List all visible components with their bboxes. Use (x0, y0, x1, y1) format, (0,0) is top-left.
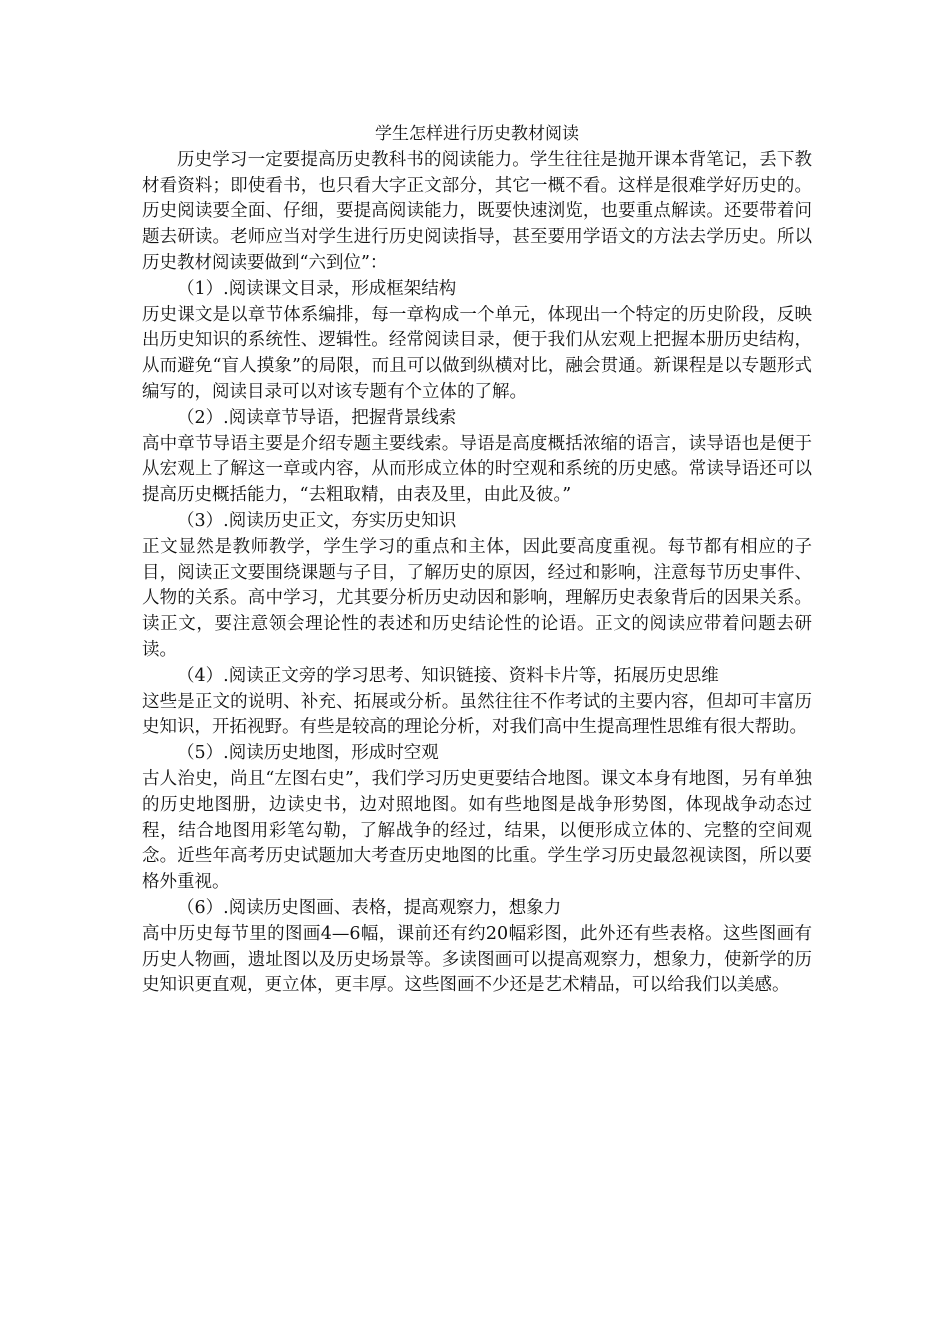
document-page (142, 122, 812, 999)
section-heading-5: （5）.阅读历史地图，形成时空观 (177, 743, 439, 764)
section-body-4: 这些是正文的说明、补充、拓展或分析。虽然往往不作考试的主要内容，但却可丰富历史知识，开拓视野。有些是较高的理论分析，对我们高中生提高理性思维有很大帮助。 (142, 691, 812, 738)
document-title: 学生怎样进行历史教材阅读 (375, 124, 579, 144)
section-heading-2: （2）.阅读章节导语，把握背景线索 (177, 407, 457, 428)
intro-paragraph: 历史学习一定要提高历史教科书的阅读能力。学生往往是抛开课本背笔记，丢下教材看资料；即使看书，也只看大字正文部分，其它一概不看。这样是很难学好历史的。历史阅读要全面、仔细，要提高阅读能力，既要快速浏览，也要重点解读。还要带着问题去研读。老师应当对学生进行历史阅读指导，甚至要用学语文的方法去学历史。所以历史教材阅读要做到“六到位”： (142, 149, 812, 273)
section-heading-4: （4）.阅读正文旁的学习思考、知识链接、资料卡片等，拓展历史思维 (177, 665, 719, 686)
section-heading-1: （1）.阅读课文目录，形成框架结构 (177, 278, 457, 299)
section-body-2: 高中章节导语主要是介绍专题主要线索。导语是高度概括浓缩的语言，读导语也是便于从宏观上了解这一章或内容，从而形成立体的时空观和系统的历史感。常读导语还可以提高历史概括能力，“去粗取精，由表及里，由此及彼。” (142, 433, 812, 506)
section-body-6: 高中历史每节里的图画4—6幅，课前还有约20幅彩图，此外还有些表格。这些图画有历史人物画，遗址图以及历史场景等。多读图画可以提高观察力，想象力，使新学的历史知识更直观，更立体，更丰厚。这些图画不少还是艺术精品，可以给我们以美感。 (142, 923, 812, 996)
section-heading-3: （3）.阅读历史正文，夯实历史知识 (177, 510, 457, 531)
section-body-3: 正文显然是教师教学，学生学习的重点和主体，因此要高度重视。每节都有相应的子目，阅读正文要围绕课题与子目，了解历史的原因，经过和影响，注意每节历史事件、人物的关系。高中学习，尤其要分析历史动因和影响，理解历史表象背后的因果关系。读正文，要注意领会理论性的表述和历史结论性的论语。正文的阅读应带着问题去研读。 (142, 536, 812, 660)
section-body-5: 古人治史，尚且“左图右史”，我们学习历史更要结合地图。课文本身有地图，另有单独的历史地图册，边读史书，边对照地图。如有些地图是战争形势图，体现战争动态过程，结合地图用彩笔勾勒，了解战争的经过，结果，以便形成立体的、完整的空间观念。近些年高考历史试题加大考查历史地图的比重。学生学习历史最忽视读图，所以要格外重视。 (142, 768, 812, 893)
section-body-1: 历史课文是以章节体系编排，每一章构成一个单元，体现出一个特定的历史阶段，反映出历史知识的系统性、逻辑性。经常阅读目录，便于我们从宏观上把握本册历史结构，从而避免“盲人摸象”的局限，而且可以做到纵横对比，融会贯通。新课程是以专题形式编写的，阅读目录可以对该专题有个立体的了解。 (142, 304, 812, 402)
section-heading-6: （6）.阅读历史图画、表格，提高观察力，想象力 (177, 897, 562, 918)
